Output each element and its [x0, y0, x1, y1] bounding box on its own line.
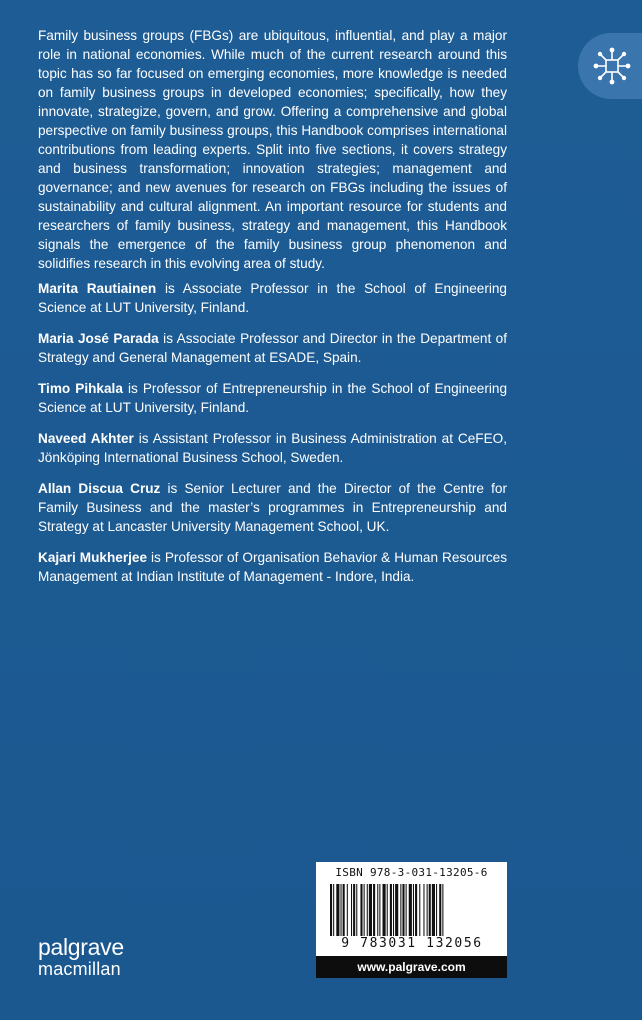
author-name: Allan Discua Cruz [38, 481, 161, 496]
author-bio [38, 329, 507, 367]
author-name: Kajari Mukherjee [38, 550, 148, 565]
author-description: is Associate Professor and Director in the Department of Strategy and General Management at ESADE, Spain. [38, 331, 507, 365]
author-description: is Senior Lecturer and the Director of the Centre for Family Business and the master’s programmes in Entrepreneurship and Strategy at Lancaster University Management School, UK. [38, 481, 507, 534]
author-description: is Professor of Entrepreneurship in the School of Engineering Science at LUT University, Finland. [38, 381, 507, 415]
publisher-logo [38, 935, 124, 979]
isbn-label: ISBN 978-3-031-13205-6 [335, 866, 488, 879]
author-description: is Assistant Professor in Business Administration at CeFEO, Jönköping International Business School, Sweden. [38, 431, 507, 465]
author-description: is Associate Professor in the School of Engineering Science at LUT University, Finland. [38, 281, 507, 315]
barcode-digits: 9 783031 132056 [341, 936, 483, 951]
author-name: Naveed Akhter [38, 431, 134, 446]
author-bio [38, 379, 507, 417]
corner-badge [578, 33, 642, 99]
author-bio [38, 429, 507, 467]
author-name: Marita Rautiainen [38, 281, 157, 296]
publisher-url[interactable]: www.palgrave.com [316, 956, 507, 978]
author-description: is Professor of Organisation Behavior & Human Resources Management at Indian Institute of Management - Indore, India. [38, 550, 507, 584]
barcode-bars [330, 884, 494, 936]
author-bio [38, 279, 507, 317]
book-blurb: Family business groups (FBGs) are ubiquitous, influential, and play a major role in national economies. While much of the current research around this topic has so far focused on emerging economies, more knowledge is needed on family business groups in developed economies; specifically, how they innovate, strategize, govern, and grow. Offering a comprehensive and global perspective on family business groups, this Handbook comprises international contributions from leading experts. Split into five sections, it covers strategy and business transformation; innovation strategies; management and governance; and new avenues for research on FBGs including the issues of sustainability and cultural alignment. An important resource for students and researchers of family business, strategy and management, this Handbook signals the emergence of the family business group phenomenon and solidifies research in this evolving area of study. [38, 28, 507, 271]
author-bio [38, 479, 507, 536]
author-name: Timo Pihkala [38, 381, 123, 396]
author-name: Maria José Parada [38, 331, 159, 346]
author-bios [38, 279, 507, 598]
network-nodes-icon [590, 44, 634, 88]
author-bio [38, 548, 507, 586]
barcode-panel [316, 862, 507, 978]
publisher-logo-line1: palgrave [38, 934, 124, 960]
publisher-logo-line2: macmillan [38, 959, 121, 979]
